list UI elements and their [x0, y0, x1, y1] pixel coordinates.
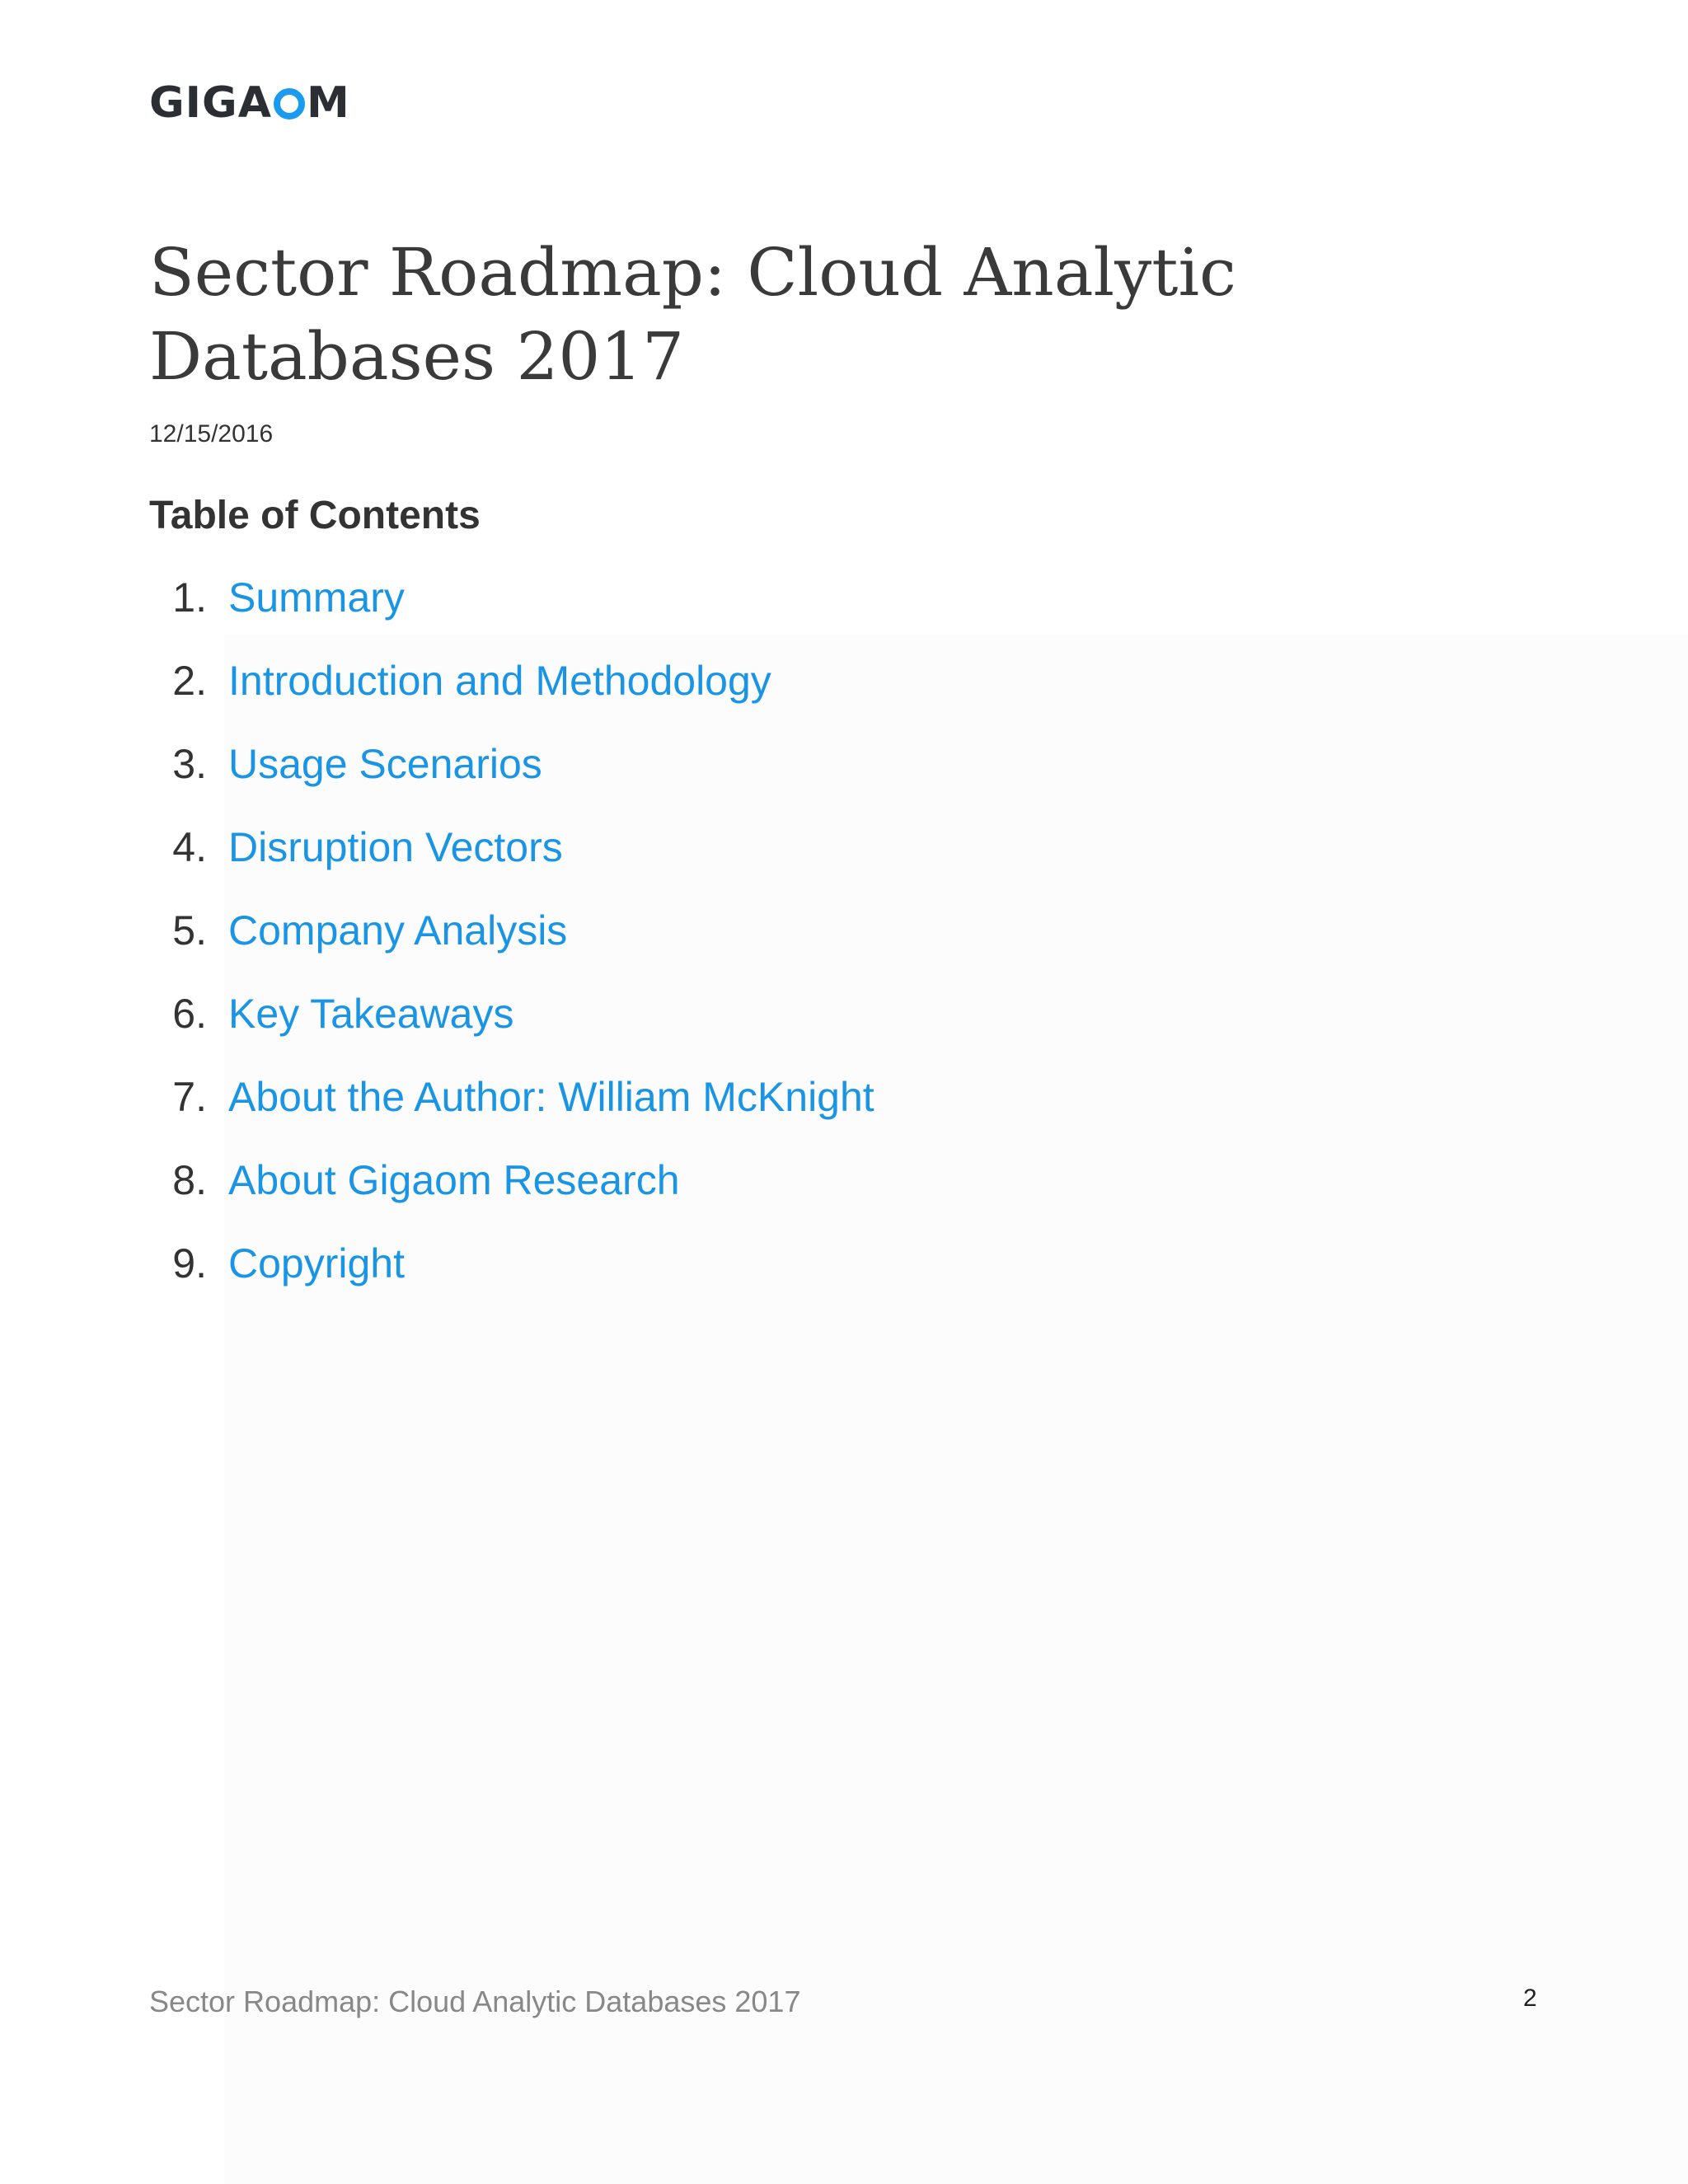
toc-item-usage-scenarios [149, 735, 874, 818]
toc-link-about-author[interactable]: About the Author: William McKnight [228, 1074, 874, 1120]
toc-item-copyright [149, 1235, 874, 1318]
logo-text-giga: GIGA [149, 78, 272, 128]
toc-number: 4. [172, 824, 207, 870]
toc-number: 5. [172, 907, 207, 954]
page-number: 2 [1523, 1985, 1537, 2012]
toc-number: 1. [172, 574, 207, 621]
toc-item-introduction [149, 652, 874, 735]
toc-item-about-author [149, 1068, 874, 1151]
toc-number: 8. [172, 1157, 207, 1203]
toc-item-summary [149, 569, 874, 652]
toc-link-usage-scenarios[interactable]: Usage Scenarios [228, 741, 542, 787]
gigaom-logo [149, 78, 350, 128]
toc-link-introduction[interactable]: Introduction and Methodology [228, 658, 771, 704]
toc-link-key-takeaways[interactable]: Key Takeaways [228, 991, 514, 1037]
toc-link-company-analysis[interactable]: Company Analysis [228, 907, 568, 954]
footer-title: Sector Roadmap: Cloud Analytic Databases 2017 [149, 1985, 801, 2018]
toc-link-copyright[interactable]: Copyright [228, 1240, 405, 1286]
toc-item-disruption-vectors [149, 818, 874, 902]
toc-number: 3. [172, 741, 207, 787]
toc-number: 7. [172, 1074, 207, 1120]
toc-item-key-takeaways [149, 985, 874, 1068]
publish-date: 12/15/2016 [149, 420, 274, 448]
toc-number: 9. [172, 1240, 207, 1286]
logo-o-circle-icon [274, 88, 305, 120]
toc-item-company-analysis [149, 902, 874, 985]
toc-number: 6. [172, 991, 207, 1037]
toc-link-disruption-vectors[interactable]: Disruption Vectors [228, 824, 563, 870]
toc-link-about-gigaom-research[interactable]: About Gigaom Research [228, 1157, 680, 1203]
toc-heading: Table of Contents [149, 494, 481, 537]
page-title: Sector Roadmap: Cloud Analytic Databases 2017 [149, 234, 1236, 395]
toc-link-summary[interactable]: Summary [228, 574, 405, 621]
logo-text-m: M [306, 78, 350, 128]
toc-item-about-gigaom-research [149, 1151, 874, 1235]
toc-list [149, 569, 874, 1318]
toc-number: 2. [172, 658, 207, 704]
